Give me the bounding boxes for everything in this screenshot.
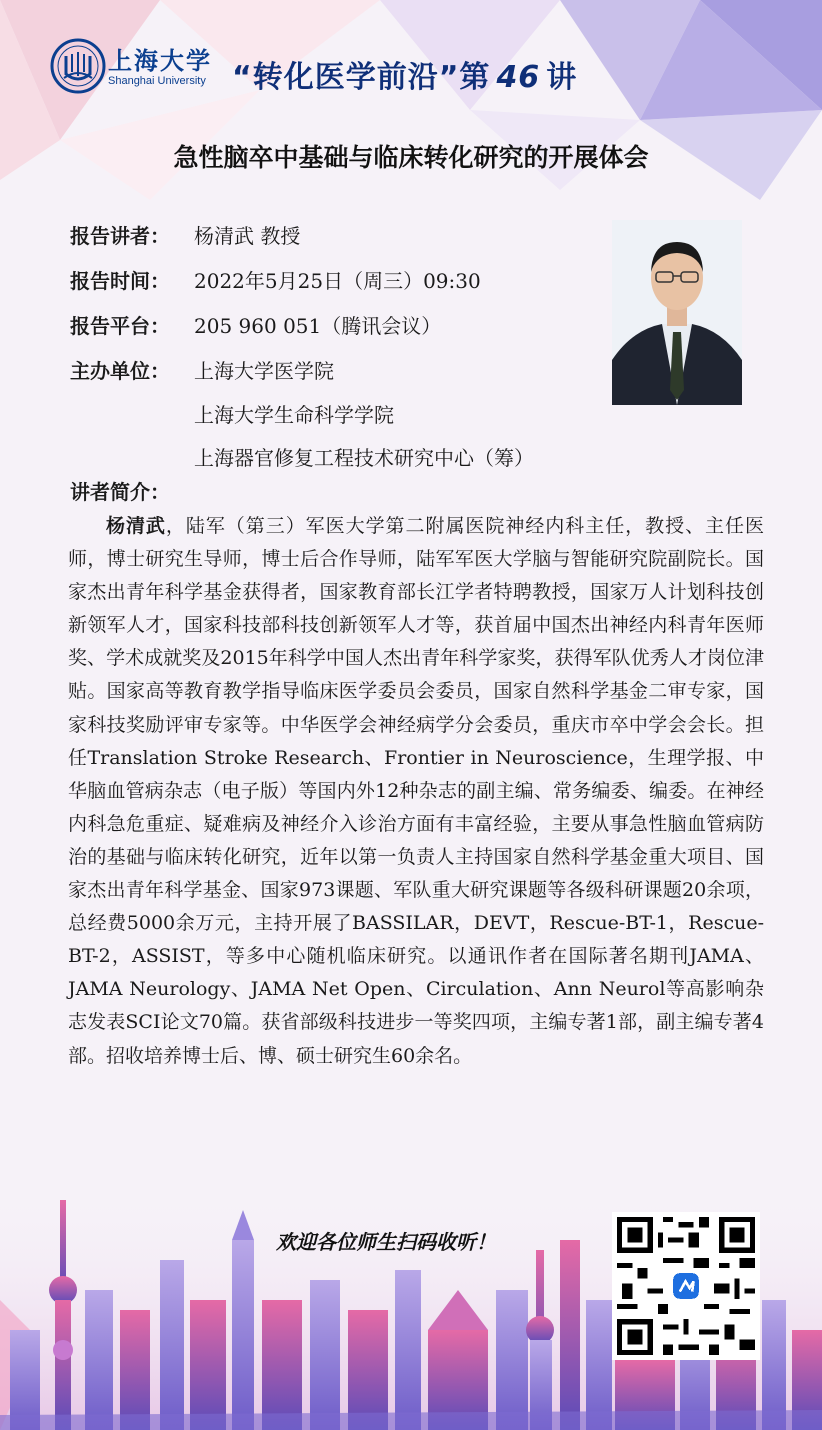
host-value: 上海大学医学院 <box>194 359 334 383</box>
platform-row <box>70 302 534 347</box>
series-number: 46 <box>496 60 541 95</box>
speaker-photo <box>612 220 742 405</box>
time-label: 报告时间： <box>70 269 170 293</box>
shanghai-university-logo <box>50 38 106 94</box>
time-row <box>70 257 534 302</box>
series-prefix: “转化医学前沿”第 <box>232 60 491 95</box>
platform-value: 205 960 051（腾讯会议） <box>194 314 442 338</box>
speaker-row <box>70 212 534 257</box>
speaker-value: 杨清武 教授 <box>194 224 301 248</box>
host-row <box>70 347 534 392</box>
platform-label: 报告平台： <box>70 314 170 338</box>
speaker-bio <box>68 510 764 1073</box>
bio-text: ，陆军（第三）军医大学第二附属医院神经内科主任，教授、主任医师，博士研究生导师，博士后合作导师，陆军军医大学脑与智能研究院副院长。国家杰出青年科学基金获得者，国家教育部长江学者特聘教授，国家万人计划科技创新领军人才，国家科技部科技创新领军人才等，获首届中国杰出神经内科青年医师奖、学术成就奖及2015年科学中国人杰出青年科学家奖，获得军队优秀人才岗位津贴。国家高等教育教学指导临床医学委员会委员，国家自然科学基金二审专家，国家科技奖励评审专家等。中华医学会神经病学分会委员，重庆市卒中学会会长。担任Translation Stroke Research、Frontier in Neuroscience，生理学报、中华脑血管病杂志（电子版）等国内外12种杂志的副主编、常务编委、编委。在神经内科急危重症、疑难病及神经介入诊治方面有丰富经验，主要从事急性脑血管病防治的基础与临床转化研究，近年以第一负责人主持国家自然科学基金重大项目、国家杰出青年科学基金、国家973课题、军队重大研究课题等各级科研课题20余项，总经费5000余万元，主持开展了BASSILAR，DEVT，Rescue-BT-1，Rescue-BT-2，ASSIST，等多中心随机临床研究。以通讯作者在国际著名期刊JAMA、JAMA Neurology、JAMA Net Open、Circulation、Ann Neurol等高影响杂志发表SCI论文70篇。获省部级科技进步一等奖四项，主编专著1部，副主编专著4部。招收培养博士后、博、硕士研究生60余名。 <box>68 515 764 1067</box>
university-name <box>108 48 212 88</box>
lecture-info <box>70 212 534 478</box>
lecture-series-title <box>232 52 577 96</box>
host-label: 主办单位： <box>70 359 170 383</box>
welcome-message: 欢迎各位师生扫码收听！ <box>276 1230 496 1254</box>
university-name-en: Shanghai University <box>108 75 206 87</box>
university-name-cn: 上海大学 <box>108 47 212 75</box>
qr-code[interactable] <box>612 1212 760 1360</box>
bio-label: 讲者简介： <box>70 480 170 504</box>
host-value: 上海器官修复工程技术研究中心（筹） <box>194 446 534 470</box>
time-value: 2022年5月25日（周三）09:30 <box>194 269 481 293</box>
bio-name: 杨清武 <box>106 515 166 537</box>
speaker-label: 报告讲者： <box>70 224 170 248</box>
lecture-title: 急性脑卒中基础与临床转化研究的开展体会 <box>173 143 649 172</box>
host-value: 上海大学生命科学学院 <box>194 403 394 427</box>
series-suffix: 讲 <box>546 60 578 95</box>
